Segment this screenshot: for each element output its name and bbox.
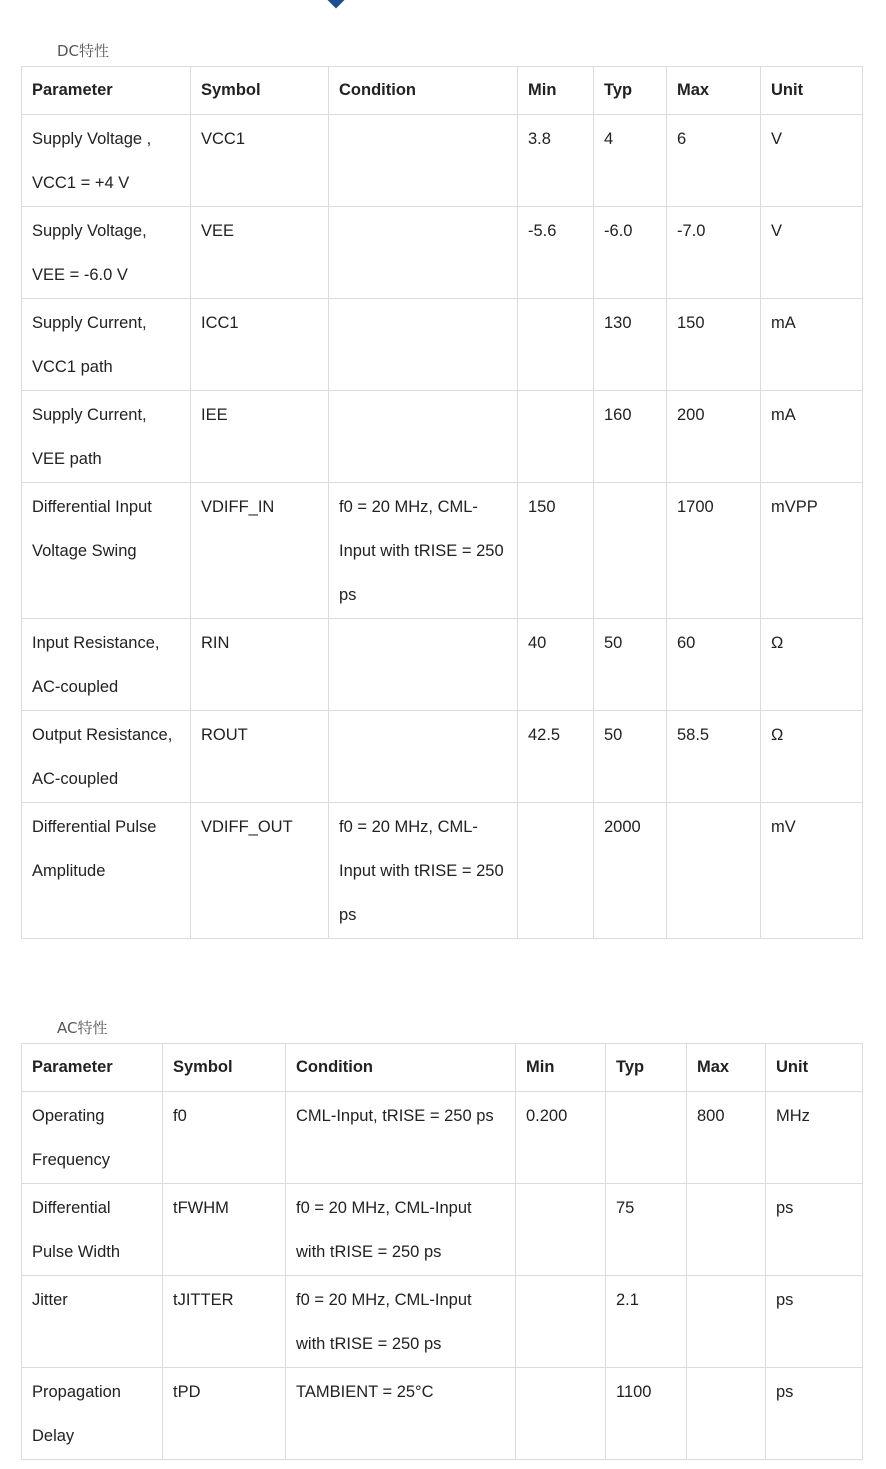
parameter-cell: Operating Frequency bbox=[22, 1092, 163, 1184]
symbol-cell: VCC1 bbox=[191, 115, 329, 207]
max-cell: 60 bbox=[667, 619, 761, 711]
typ-cell: 4 bbox=[594, 115, 667, 207]
table-row bbox=[22, 299, 863, 391]
min-cell: 0.200 bbox=[516, 1092, 606, 1184]
min-cell bbox=[516, 1276, 606, 1368]
parameter-cell: Jitter bbox=[22, 1276, 163, 1368]
condition-cell bbox=[329, 391, 518, 483]
condition-cell: f0 = 20 MHz, CML-Input with tRISE = 250 ps bbox=[329, 483, 518, 619]
parameter-cell: Differential Input Voltage Swing bbox=[22, 483, 191, 619]
max-cell: 200 bbox=[667, 391, 761, 483]
typ-cell: 50 bbox=[594, 619, 667, 711]
min-cell: 3.8 bbox=[518, 115, 594, 207]
ac-characteristics-table bbox=[21, 1043, 863, 1460]
typ-cell: 1100 bbox=[606, 1368, 687, 1460]
min-cell: 40 bbox=[518, 619, 594, 711]
condition-cell bbox=[329, 619, 518, 711]
unit-cell: mVPP bbox=[761, 483, 863, 619]
max-cell: 1700 bbox=[667, 483, 761, 619]
symbol-cell: tPD bbox=[163, 1368, 286, 1460]
header-unit: Unit bbox=[761, 67, 863, 115]
parameter-cell: Differential Pulse Amplitude bbox=[22, 803, 191, 939]
table-row bbox=[22, 391, 863, 483]
max-cell: 800 bbox=[687, 1092, 766, 1184]
typ-cell: 75 bbox=[606, 1184, 687, 1276]
condition-cell: TAMBIENT = 25°C bbox=[286, 1368, 516, 1460]
symbol-cell: IEE bbox=[191, 391, 329, 483]
condition-cell bbox=[329, 711, 518, 803]
max-cell bbox=[687, 1368, 766, 1460]
max-cell bbox=[687, 1276, 766, 1368]
header-max: Max bbox=[667, 67, 761, 115]
header-typ: Typ bbox=[606, 1044, 687, 1092]
unit-cell: Ω bbox=[761, 619, 863, 711]
min-cell: 42.5 bbox=[518, 711, 594, 803]
unit-cell: mV bbox=[761, 803, 863, 939]
table-row bbox=[22, 1092, 863, 1184]
parameter-cell: Supply Voltage , VCC1 = +4 V bbox=[22, 115, 191, 207]
unit-cell: mA bbox=[761, 391, 863, 483]
min-cell bbox=[516, 1368, 606, 1460]
parameter-cell: Supply Current, VEE path bbox=[22, 391, 191, 483]
table-row bbox=[22, 207, 863, 299]
header-parameter: Parameter bbox=[22, 1044, 163, 1092]
condition-cell: f0 = 20 MHz, CML-Input with tRISE = 250 ps bbox=[286, 1276, 516, 1368]
min-cell: -5.6 bbox=[518, 207, 594, 299]
symbol-cell: ICC1 bbox=[191, 299, 329, 391]
min-cell bbox=[518, 299, 594, 391]
min-cell bbox=[516, 1184, 606, 1276]
condition-cell: CML-Input, tRISE = 250 ps bbox=[286, 1092, 516, 1184]
condition-cell: f0 = 20 MHz, CML-Input with tRISE = 250 ps bbox=[329, 803, 518, 939]
condition-cell bbox=[329, 207, 518, 299]
dc-section-title: DC特性 bbox=[57, 42, 110, 60]
table-header-row bbox=[22, 1044, 863, 1092]
max-cell: -7.0 bbox=[667, 207, 761, 299]
unit-cell: V bbox=[761, 115, 863, 207]
parameter-cell: Differential Pulse Width bbox=[22, 1184, 163, 1276]
max-cell: 58.5 bbox=[667, 711, 761, 803]
min-cell bbox=[518, 391, 594, 483]
parameter-cell: Input Resistance, AC-coupled bbox=[22, 619, 191, 711]
symbol-cell: VDIFF_OUT bbox=[191, 803, 329, 939]
symbol-cell: ROUT bbox=[191, 711, 329, 803]
symbol-cell: VEE bbox=[191, 207, 329, 299]
header-condition: Condition bbox=[286, 1044, 516, 1092]
parameter-cell: Supply Current, VCC1 path bbox=[22, 299, 191, 391]
typ-cell: 50 bbox=[594, 711, 667, 803]
symbol-cell: tFWHM bbox=[163, 1184, 286, 1276]
table-row bbox=[22, 1368, 863, 1460]
typ-cell bbox=[606, 1092, 687, 1184]
condition-cell: f0 = 20 MHz, CML-Input with tRISE = 250 ps bbox=[286, 1184, 516, 1276]
max-cell bbox=[687, 1184, 766, 1276]
condition-cell bbox=[329, 115, 518, 207]
typ-cell: 2.1 bbox=[606, 1276, 687, 1368]
typ-cell: 160 bbox=[594, 391, 667, 483]
unit-cell: mA bbox=[761, 299, 863, 391]
table-row bbox=[22, 1184, 863, 1276]
header-condition: Condition bbox=[329, 67, 518, 115]
table-row bbox=[22, 711, 863, 803]
max-cell: 6 bbox=[667, 115, 761, 207]
header-symbol: Symbol bbox=[191, 67, 329, 115]
header-min: Min bbox=[516, 1044, 606, 1092]
header-unit: Unit bbox=[766, 1044, 863, 1092]
top-marker-icon bbox=[328, 0, 345, 8]
unit-cell: ps bbox=[766, 1184, 863, 1276]
typ-cell bbox=[594, 483, 667, 619]
unit-cell: Ω bbox=[761, 711, 863, 803]
table-row bbox=[22, 483, 863, 619]
typ-cell: 130 bbox=[594, 299, 667, 391]
header-typ: Typ bbox=[594, 67, 667, 115]
max-cell bbox=[667, 803, 761, 939]
min-cell bbox=[518, 803, 594, 939]
table-row bbox=[22, 115, 863, 207]
header-parameter: Parameter bbox=[22, 67, 191, 115]
unit-cell: ps bbox=[766, 1276, 863, 1368]
symbol-cell: VDIFF_IN bbox=[191, 483, 329, 619]
header-min: Min bbox=[518, 67, 594, 115]
condition-cell bbox=[329, 299, 518, 391]
typ-cell: 2000 bbox=[594, 803, 667, 939]
unit-cell: V bbox=[761, 207, 863, 299]
symbol-cell: tJITTER bbox=[163, 1276, 286, 1368]
table-header-row bbox=[22, 67, 863, 115]
parameter-cell: Propagation Delay bbox=[22, 1368, 163, 1460]
ac-section-title: AC特性 bbox=[57, 1019, 108, 1037]
typ-cell: -6.0 bbox=[594, 207, 667, 299]
table-row bbox=[22, 619, 863, 711]
header-max: Max bbox=[687, 1044, 766, 1092]
parameter-cell: Output Resistance, AC-coupled bbox=[22, 711, 191, 803]
table-row bbox=[22, 803, 863, 939]
parameter-cell: Supply Voltage, VEE = -6.0 V bbox=[22, 207, 191, 299]
max-cell: 150 bbox=[667, 299, 761, 391]
unit-cell: ps bbox=[766, 1368, 863, 1460]
symbol-cell: f0 bbox=[163, 1092, 286, 1184]
dc-characteristics-table bbox=[21, 66, 863, 939]
min-cell: 150 bbox=[518, 483, 594, 619]
header-symbol: Symbol bbox=[163, 1044, 286, 1092]
table-row bbox=[22, 1276, 863, 1368]
unit-cell: MHz bbox=[766, 1092, 863, 1184]
symbol-cell: RIN bbox=[191, 619, 329, 711]
